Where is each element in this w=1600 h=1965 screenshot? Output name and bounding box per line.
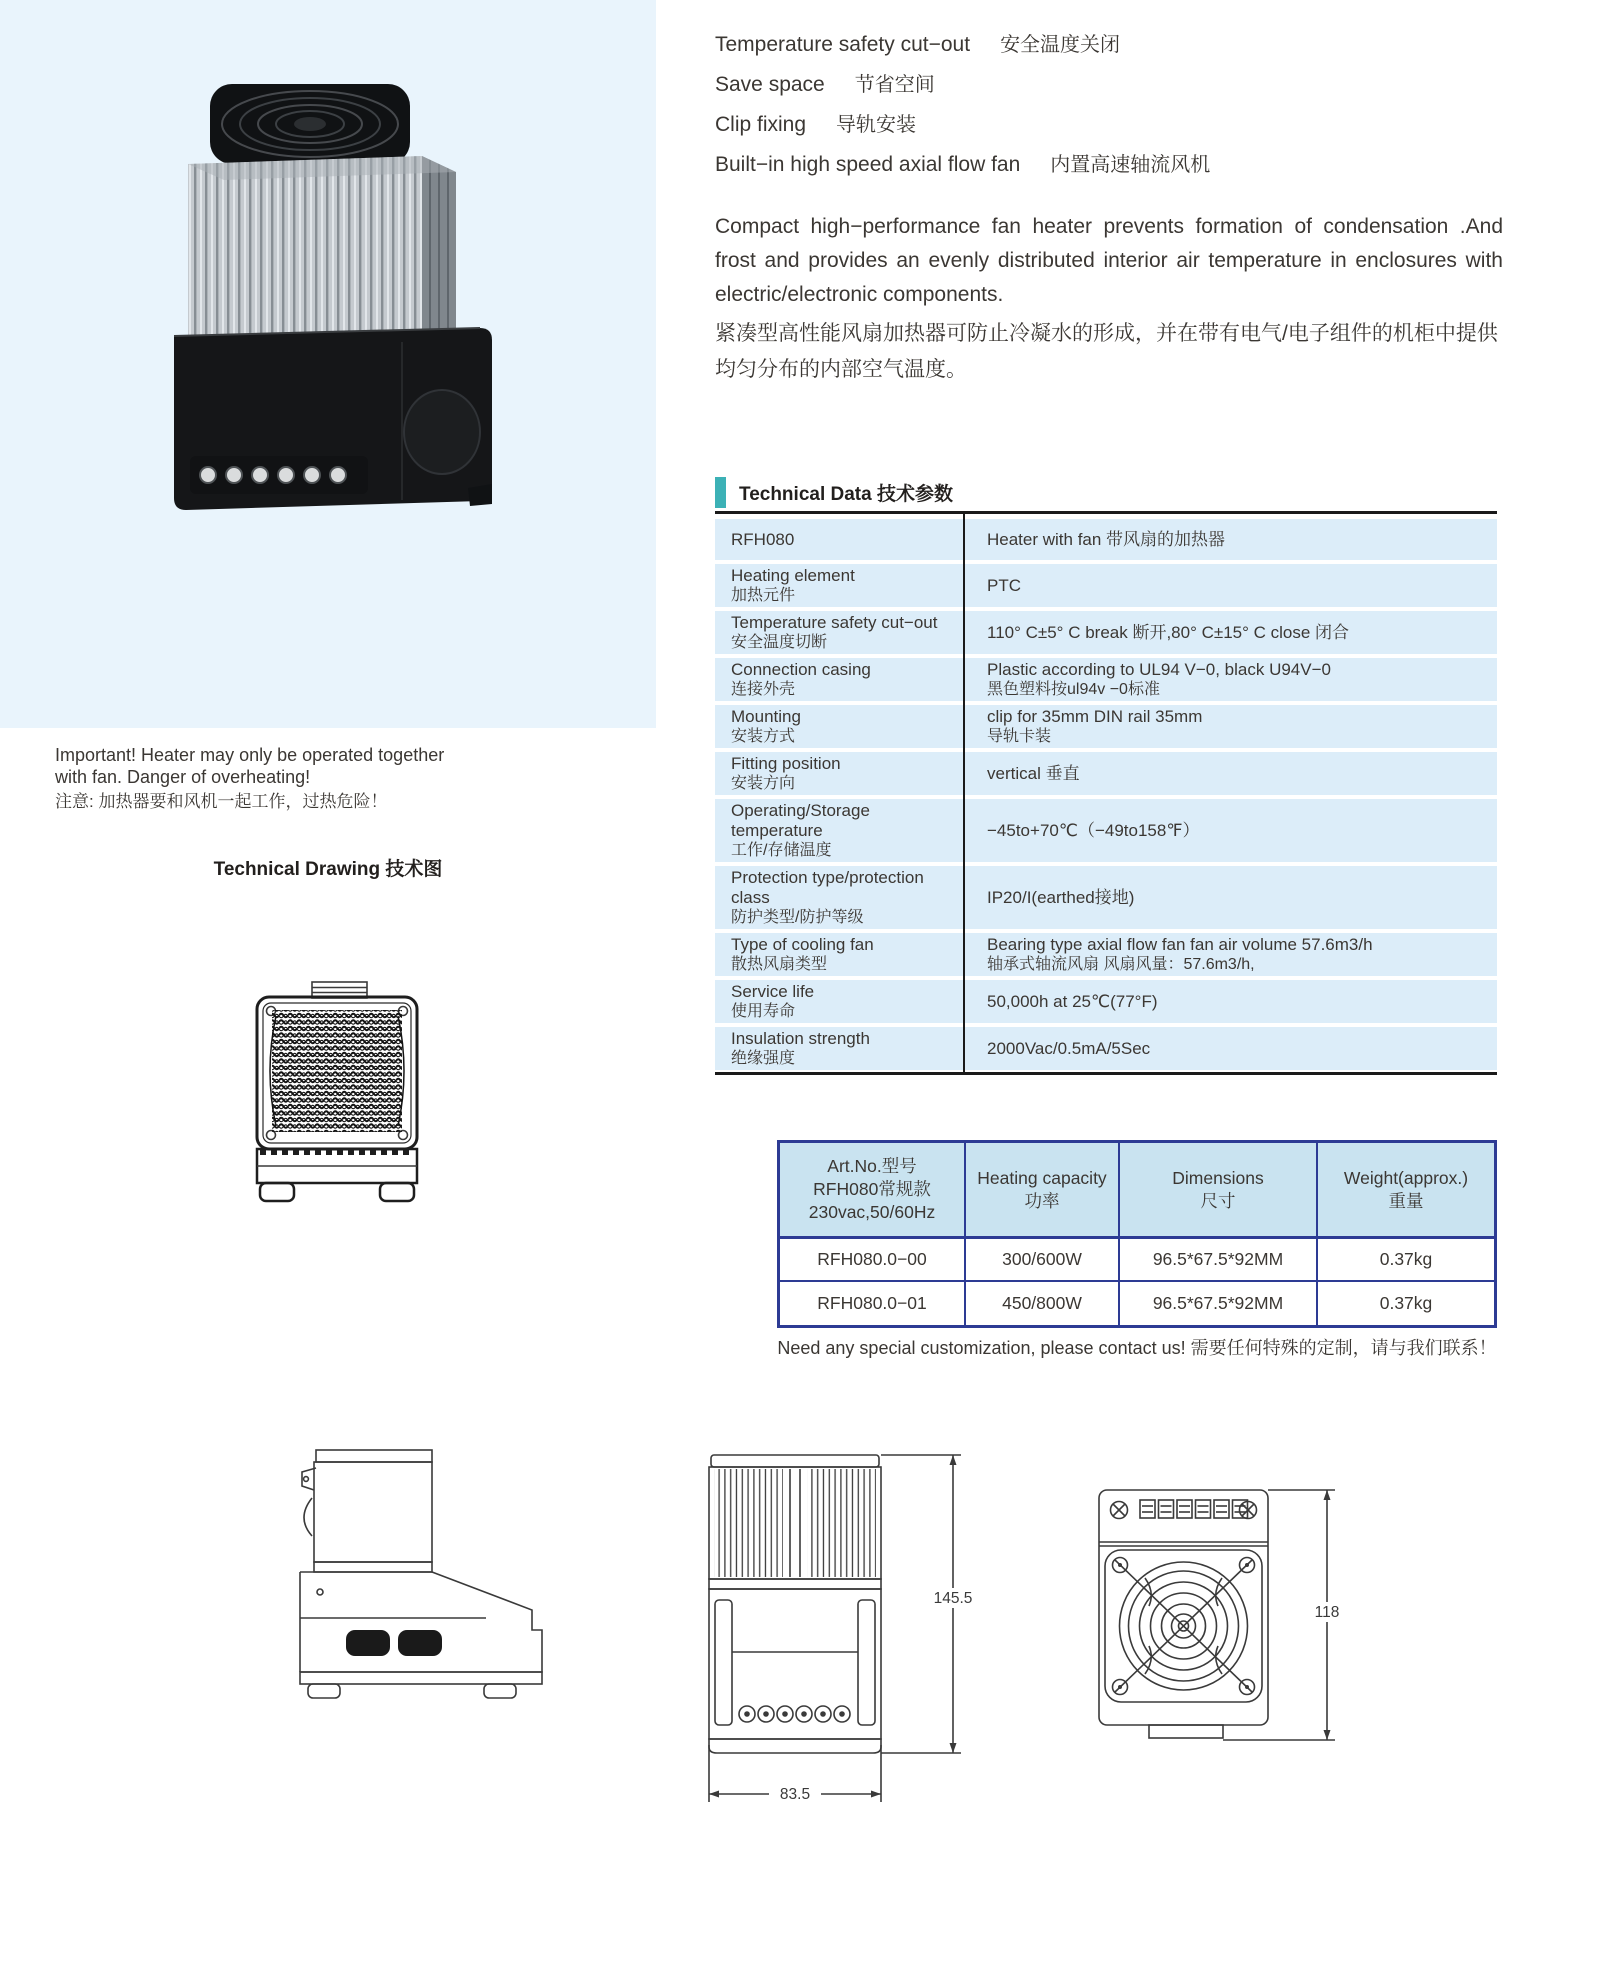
row-label: Mounting 安装方式 bbox=[731, 707, 801, 745]
row-value: clip for 35mm DIN rail 35mm 导轨卡装 bbox=[987, 707, 1203, 745]
row-label: Fitting position 安装方向 bbox=[731, 754, 841, 792]
table-row bbox=[715, 611, 1497, 654]
row-value: 2000Vac/0.5mA/5Sec bbox=[987, 1038, 1151, 1058]
row-value: vertical 垂直 bbox=[987, 763, 1080, 783]
order-col-header-artno: Art.No.型号 RFH080常规款 230vac,50/60Hz bbox=[780, 1143, 964, 1239]
row-label: Insulation strength 绝缘强度 bbox=[731, 1029, 870, 1067]
product-photo bbox=[150, 80, 530, 540]
warning-line2: with fan. Danger of overheating! bbox=[55, 767, 311, 787]
coil-front-drawing bbox=[252, 980, 427, 1225]
row-value: Heater with fan 带风扇的加热器 bbox=[987, 529, 1226, 549]
table-row bbox=[715, 752, 1497, 795]
row-value: Bearing type axial flow fan fan air volume 57.6m3/h 轴承式轴流风扇 风扇风量：57.6m3/h, bbox=[987, 935, 1373, 973]
table-row bbox=[715, 799, 1497, 862]
fan-grille bbox=[1115, 1560, 1252, 1692]
order-cell-artno: RFH080.0−00 bbox=[780, 1239, 964, 1282]
dimension-label-width: 83.5 bbox=[779, 1786, 811, 1803]
feature-en: Built−in high speed axial flow fan bbox=[715, 153, 1021, 176]
table-row bbox=[715, 866, 1497, 929]
feature-en: Clip fixing bbox=[715, 113, 807, 136]
technical-data-header bbox=[715, 477, 953, 508]
description-en: Compact high−performance fan heater prevents formation of condensation .And frost and provides an evenly distributed interior air temperature in enclosures with electric/electronic components. bbox=[715, 215, 1503, 306]
table-row bbox=[715, 519, 1497, 560]
feature-cn: 内置高速轴流风机 bbox=[1050, 154, 1211, 176]
row-label: Heating element 加热元件 bbox=[731, 566, 855, 604]
feature-item bbox=[715, 148, 1210, 177]
fan-view-drawing bbox=[1085, 1478, 1375, 1758]
order-cell-weight: 0.37kg bbox=[1316, 1282, 1494, 1325]
technical-data-table bbox=[715, 511, 1497, 1075]
description-cn: 紧凑型高性能风扇加热器可防止冷凝水的形成，并在带有电气/电子组件的机柜中提供均匀分布的内部空气温度。 bbox=[715, 322, 1498, 381]
front-view-drawing bbox=[695, 1442, 995, 1822]
table-row bbox=[715, 980, 1497, 1023]
row-label: Temperature safety cut−out 安全温度切断 bbox=[731, 613, 938, 651]
feature-item bbox=[715, 28, 1210, 57]
feature-list bbox=[715, 28, 1210, 188]
customization-note: Need any special customization, please contact us! 需要任何特殊的定制，请与我们联系！ bbox=[777, 1338, 1497, 1358]
terminal-blocks bbox=[1140, 1500, 1248, 1518]
table-row bbox=[715, 933, 1497, 976]
order-col-header-capacity: Heating capacity 功率 bbox=[964, 1143, 1118, 1239]
dimension-label-rear-height: 118 bbox=[1314, 1604, 1340, 1621]
order-col-header-weight: Weight(approx.) 重量 bbox=[1316, 1143, 1494, 1239]
table-row bbox=[715, 564, 1497, 607]
order-cell-capacity: 450/800W bbox=[964, 1282, 1118, 1325]
row-value: 50,000h at 25℃(77°F) bbox=[987, 991, 1158, 1011]
section-accent-bar bbox=[715, 477, 726, 508]
heater-fins bbox=[188, 156, 422, 344]
feature-cn: 节省空间 bbox=[854, 74, 935, 96]
table-row bbox=[715, 705, 1497, 748]
feature-en: Save space bbox=[715, 73, 825, 96]
section-title: Technical Data 技术参数 bbox=[739, 484, 953, 505]
row-label: Connection casing 连接外壳 bbox=[731, 660, 871, 698]
row-value: Plastic according to UL94 V−0, black U94V−0 黑色塑料按ul94v −0标准 bbox=[987, 660, 1331, 698]
feature-item bbox=[715, 108, 1210, 137]
dimension-label-height: 145.5 bbox=[933, 1590, 973, 1607]
feature-en: Temperature safety cut−out bbox=[715, 33, 971, 56]
feature-item bbox=[715, 68, 1210, 97]
row-label: Protection type/protection class 防护类型/防护等级 bbox=[731, 868, 924, 926]
side-view-drawing bbox=[280, 1440, 570, 1730]
product-photo-panel bbox=[0, 0, 656, 728]
row-value: IP20/I(earthed接地) bbox=[987, 887, 1135, 907]
feature-cn: 安全温度关闭 bbox=[1000, 34, 1121, 56]
row-label: Type of cooling fan 散热风扇类型 bbox=[731, 935, 874, 973]
order-table bbox=[777, 1140, 1497, 1328]
order-cell-weight: 0.37kg bbox=[1316, 1239, 1494, 1282]
order-cell-artno: RFH080.0−01 bbox=[817, 1293, 927, 1313]
feature-cn: 导轨安装 bbox=[836, 114, 917, 136]
order-col-header-dimensions: Dimensions 尺寸 bbox=[1118, 1143, 1316, 1239]
product-description bbox=[715, 210, 1503, 388]
table-column-divider bbox=[963, 514, 965, 1072]
row-label: RFH080 bbox=[731, 529, 795, 549]
row-value: 110° C±5° C break 断开,80° C±15° C close 闭合 bbox=[987, 622, 1350, 642]
warning-cn: 注意: 加热器要和风机一起工作，过热危险！ bbox=[55, 792, 388, 811]
row-value: −45to+70℃（−49to158℉） bbox=[987, 820, 1200, 840]
row-label: Operating/Storage temperature 工作/存储温度 bbox=[731, 801, 870, 859]
row-label: Service life 使用寿命 bbox=[731, 982, 815, 1020]
warning-note bbox=[55, 744, 444, 814]
order-cell-dimensions: 96.5*67.5*92MM bbox=[1118, 1239, 1316, 1282]
row-value: PTC bbox=[987, 575, 1021, 595]
table-row bbox=[715, 658, 1497, 701]
technical-drawing-title: Technical Drawing 技术图 bbox=[213, 859, 443, 880]
order-cell-capacity: 300/600W bbox=[964, 1239, 1118, 1282]
order-cell-dimensions: 96.5*67.5*92MM bbox=[1118, 1282, 1316, 1325]
warning-line1: Important! Heater may only be operated together bbox=[55, 745, 445, 765]
table-row bbox=[715, 1027, 1497, 1070]
